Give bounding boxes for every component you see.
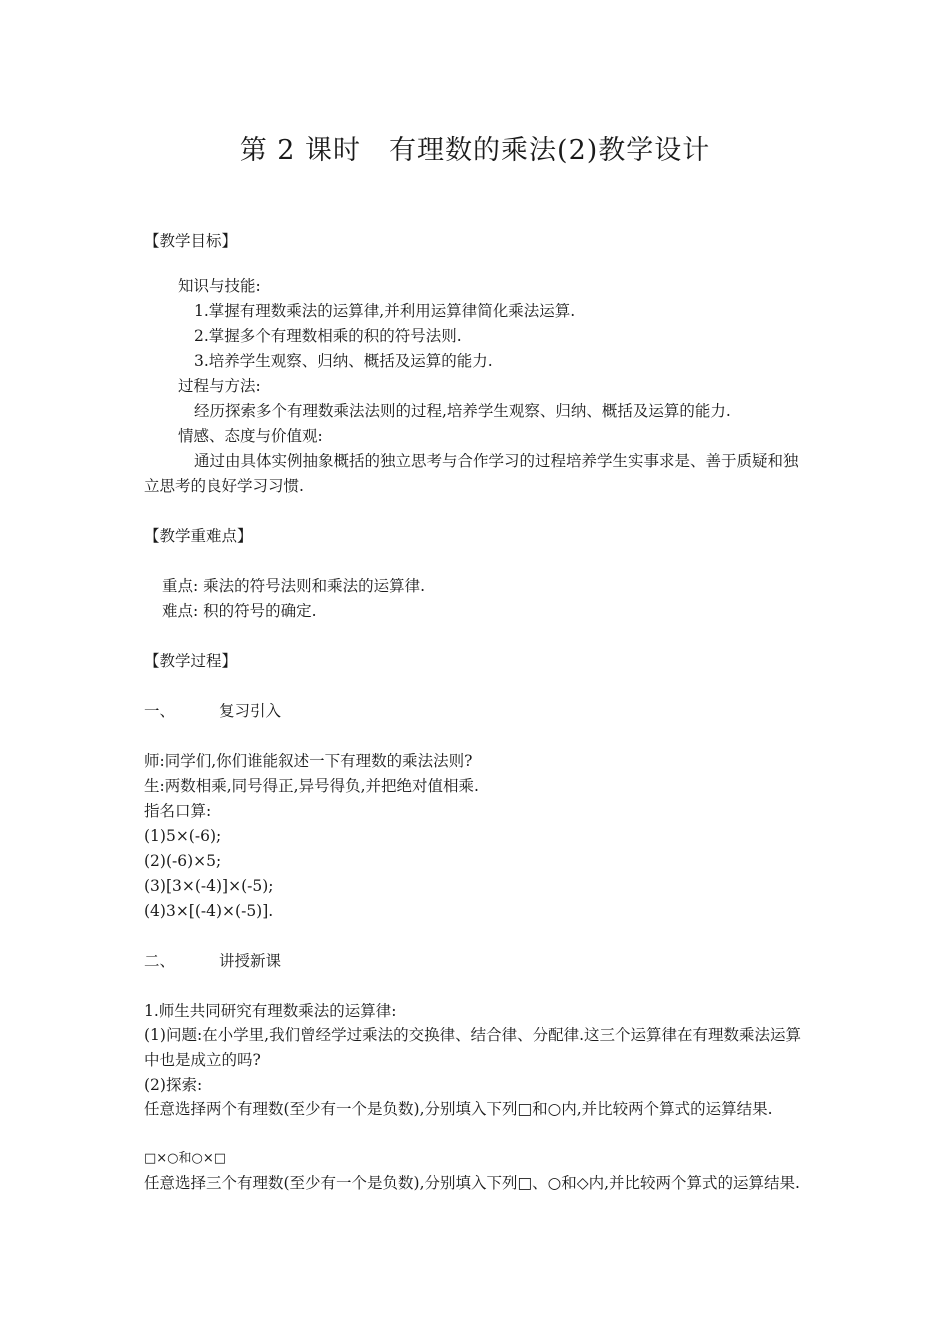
document-title: 第 2 课时 有理数的乘法(2)教学设计 [239, 135, 711, 166]
focus-text: 重点: 乘法的符号法则和乘法的运算律. [162, 577, 426, 595]
research-title: 1.师生共同研究有理数乘法的运算律: [144, 1002, 397, 1020]
emotion-text: 通过由具体实例抽象概括的独立思考与合作学习的过程培养学生实事求是、善于质疑和独立思考的良好学习习惯. [144, 452, 799, 495]
exercise-1: (1)5×(-6); [144, 827, 222, 845]
knowledge-label: 知识与技能: [178, 277, 261, 295]
section-number: 二、 [144, 952, 176, 970]
explore-label: (2)探索: [144, 1076, 203, 1094]
process-heading: 【教学过程】 [144, 652, 238, 670]
exercise-2: (2)(-6)×5; [144, 852, 222, 870]
exercise-3: (3)[3×(-4)]×(-5); [144, 877, 274, 895]
knowledge-item-2: 2.掌握多个有理数相乘的积的符号法则. [194, 327, 462, 345]
knowledge-item-1: 1.掌握有理数乘法的运算律,并利用运算律简化乘法运算. [194, 302, 576, 320]
difficulty-text: 难点: 积的符号的确定. [162, 602, 317, 620]
oral-calc-label: 指名口算: [144, 802, 212, 820]
task-1-text: 任意选择两个有理数(至少有一个是负数),分别填入下列□和○内,并比较两个算式的运算结果. [144, 1100, 773, 1118]
objectives-heading: 【教学目标】 [144, 232, 238, 250]
section-title: 讲授新课 [219, 952, 282, 970]
formula-1: □×○和○×□ [144, 1151, 227, 1166]
question-text: (1)问题:在小学里,我们曾经学过乘法的交换律、结合律、分配律.这三个运算律在有理数乘法运算中也是成立的吗? [144, 1026, 802, 1069]
process-label: 过程与方法: [178, 377, 261, 395]
task-2-text: 任意选择三个有理数(至少有一个是负数),分别填入下列□、○和◇内,并比较两个算式的运算结果. [144, 1174, 800, 1192]
emotion-label: 情感、态度与价值观: [178, 427, 323, 445]
section-title: 复习引入 [219, 702, 282, 720]
teacher-line: 师:同学们,你们谁能叙述一下有理数的乘法法则? [144, 752, 473, 770]
exercise-4: (4)3×[(-4)×(-5)]. [144, 902, 274, 920]
student-line: 生:两数相乘,同号得正,异号得负,并把绝对值相乘. [144, 777, 479, 795]
section-heading-1 [144, 699, 281, 723]
keypoints-heading: 【教学重难点】 [144, 527, 253, 545]
section-number: 一、 [144, 702, 176, 720]
process-text: 经历探索多个有理数乘法法则的过程,培养学生观察、归纳、概括及运算的能力. [194, 402, 731, 420]
knowledge-item-3: 3.培养学生观察、归纳、概括及运算的能力. [194, 352, 493, 370]
section-heading-2 [144, 949, 281, 973]
